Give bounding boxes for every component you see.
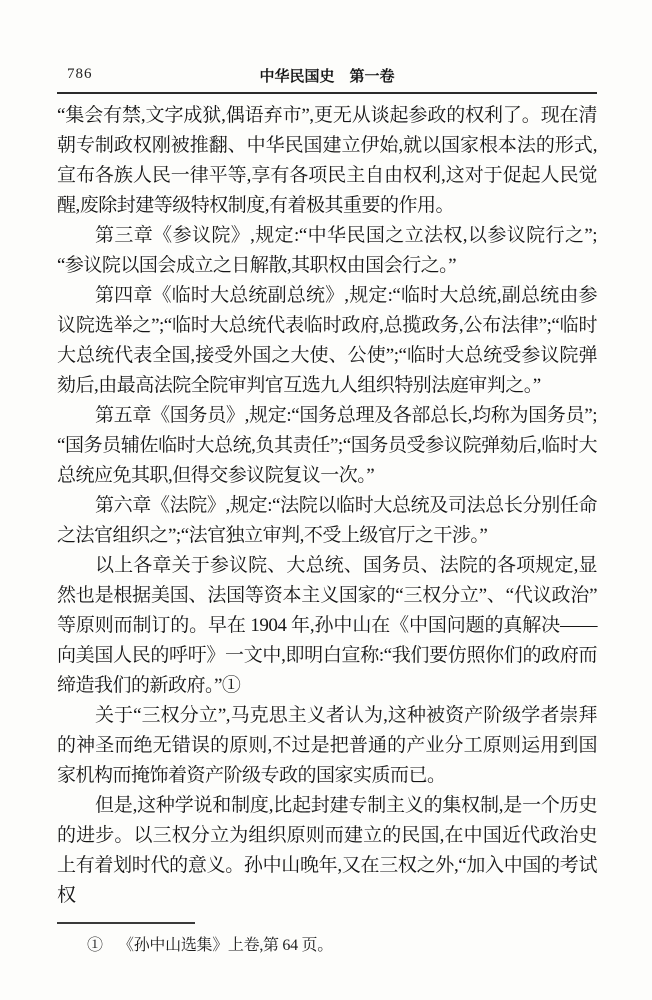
book-title: 中华民国史 — [259, 69, 335, 85]
volume-label: 第一卷 — [349, 69, 395, 85]
footnote-text: 《孙中山选集》上卷,第 64 页。 — [118, 937, 333, 954]
footnote-separator — [57, 922, 195, 924]
page-body — [57, 101, 597, 957]
page-number: 786 — [67, 66, 93, 82]
running-title — [57, 65, 597, 86]
paragraph: 第六章《法院》,规定:“法院以临时大总统及司法总长分别任命之法官组织之”;“法官独立审判,不受上级官厅之干涉。” — [57, 495, 597, 546]
page-header — [57, 60, 597, 94]
footnote — [57, 935, 597, 957]
footnote-marker: ① — [87, 937, 104, 954]
paragraph: 以上各章关于参议院、大总统、国务员、法院的各项规定,显然也是根据美国、法国等资本主义国家的“三权分立”、“代议政治”等原则而制订的。早在 1904 年,孙中山在《中国问题的真解决——向美国人民的呼吁》一文中,即明白宣称:“我们要仿照你们的政府而缔造我们的新政府。”① — [57, 555, 597, 696]
paragraph: 第三章《参议院》,规定:“中华民国之立法权,以参议院行之”;“参议院以国会成立之日解散,其职权由国会行之。” — [57, 225, 597, 276]
paragraph: 关于“三权分立”,马克思主义者认为,这种被资产阶级学者崇拜的神圣而绝无错误的原则,不过是把普通的产业分工原则运用到国家机构而掩饰着资产阶级专政的国家实质而已。 — [57, 705, 597, 786]
paragraph: 第五章《国务员》,规定:“国务总理及各部总长,均称为国务员”;“国务员辅佐临时大总统,负其责任”;“国务员受参议院弹劾后,临时大总统应免其职,但得交参议院复议一次。” — [57, 405, 597, 486]
paragraph: 但是,这种学说和制度,比起封建专制主义的集权制,是一个历史的进步。以三权分立为组织原则而建立的民国,在中国近代政治史上有着划时代的意义。孙中山晚年,又在三权之外,“加入中国的考试权 — [57, 795, 597, 906]
paragraph: “集会有禁,文字成狱,偶语弃市”,更无从谈起参政的权利了。现在清朝专制政权刚被推翻、中华民国建立伊始,就以国家根本法的形式,宣布各族人民一律平等,享有各项民主自由权利,这对于促起人民觉醒,废除封建等级特权制度,有着极其重要的作用。 — [57, 105, 597, 216]
paragraph: 第四章《临时大总统副总统》,规定:“临时大总统,副总统由参议院选举之”;“临时大总统代表临时政府,总揽政务,公布法律”;“临时大总统代表全国,接受外国之大使、公使”;“临时大总统受参议院弹劾后,由最高法院全院审判官互选九人组织特别法庭审判之。” — [57, 285, 597, 396]
